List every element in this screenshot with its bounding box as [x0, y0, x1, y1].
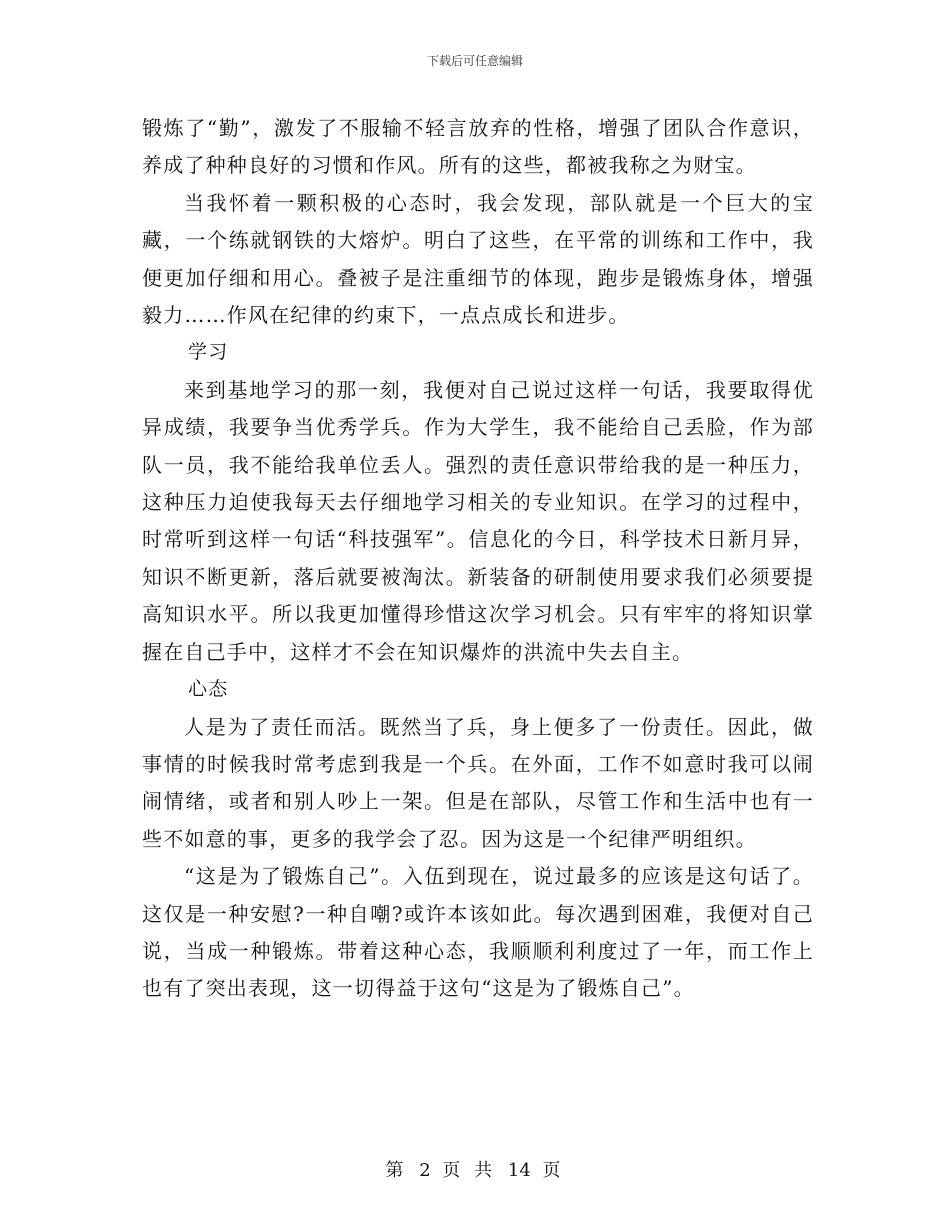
- page-number: 2: [419, 1160, 431, 1181]
- paragraph: 人是为了责任而活。既然当了兵，身上便多了一份责任。因此，做事情的时候我时常考虑到我是一个兵。在外面，工作不如意时我可以闹闹情绪，或者和别人吵上一架。但是在部队，尽管工作和生活中也有一些不如意的事，更多的我学会了忍。因为这是一个纪律严明组织。: [142, 714, 814, 851]
- paragraph: “这是为了锻炼自己”。入伍到现在，说过最多的应该是这句话了。这仅是一种安慰?一种自嘲?或许本该如此。每次遇到困难，我便对自己说，当成一种锻炼。带着这种心态，我顺顺利利度过了一年，而工作上也有了突出表现，这一切得益于这句“这是为了锻炼自己”。: [142, 864, 814, 1001]
- page-header: 下载后可任意编辑: [426, 54, 523, 68]
- total-pages: 14: [507, 1160, 531, 1181]
- paragraph: 当我怀着一颗积极的心态时，我会发现，部队就是一个巨大的宝藏，一个练就钢铁的大熔炉。明白了这些，在平常的训练和工作中，我便更加仔细和用心。叠被子是注重细节的体现，跑步是锻炼身体，增强毅力……作风在纪律的约束下，一点点成长和进步。: [142, 190, 814, 328]
- page-footer: [0, 1156, 950, 1182]
- document-body: [142, 110, 814, 1008]
- section-heading-mindset: 心态: [188, 678, 229, 701]
- section-heading-study: 学习: [188, 341, 229, 364]
- footer-suffix: 页: [542, 1160, 565, 1181]
- footer-prefix: 第: [385, 1160, 408, 1181]
- paragraph: 来到基地学习的那一刻，我便对自己说过这样一句话，我要取得优异成绩，我要争当优秀学兵。作为大学生，我不能给自己丢脸，作为部队一员，我不能给我单位丢人。强烈的责任意识带给我的是一种压力，这种压力迫使我每天去仔细地学习相关的专业知识。在学习的过程中，时常听到这样一句话“科技强军”。信息化的今日，科学技术日新月异，知识不断更新，落后就要被淘汰。新装备的研制使用要求我们必须要提高知识水平。所以我更加懂得珍惜这次学习机会。只有牢牢的将知识掌握在自己手中，这样才不会在知识爆炸的洪流中失去自主。: [142, 377, 814, 664]
- paragraph-continued: 锻炼了“勤”，激发了不服输不轻言放弃的性格，增强了团队合作意识，养成了种种良好的习惯和作风。所有的这些，都被我称之为财宝。: [142, 116, 814, 178]
- footer-middle: 页 共: [442, 1160, 497, 1181]
